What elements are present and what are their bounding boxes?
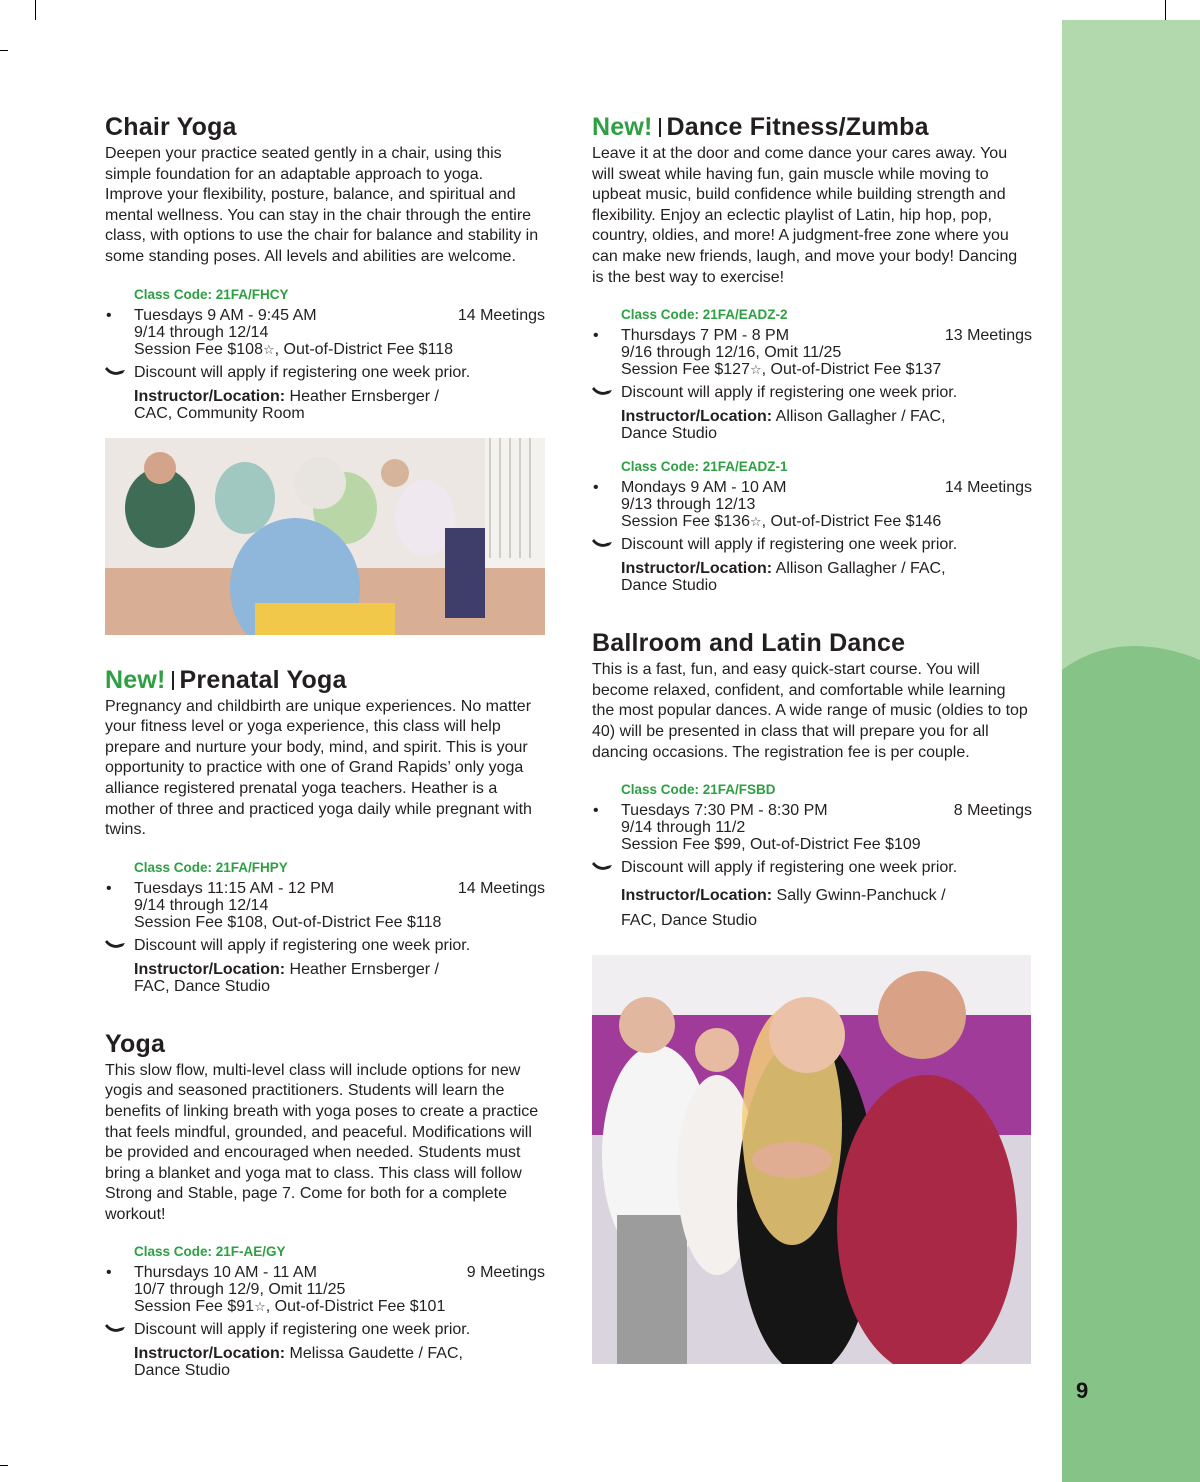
bullet-icon: • xyxy=(106,306,112,324)
location: CAC, Community Room xyxy=(134,404,305,422)
section-title: Ballroom and Latin Dance xyxy=(592,629,906,658)
instructor-location xyxy=(621,408,1032,442)
instructor-location xyxy=(621,560,1032,594)
section-chair-yoga xyxy=(105,112,545,422)
new-badge: New! xyxy=(592,113,653,141)
instructor-label: Instructor/Location: xyxy=(134,960,286,978)
discount-note: Discount will apply if registering one week prior. xyxy=(134,363,471,381)
location: Dance Studio xyxy=(621,577,718,595)
instructor-location xyxy=(621,883,1032,933)
section-title xyxy=(105,665,545,695)
fee-row xyxy=(621,361,1032,378)
class-offering xyxy=(592,781,1032,933)
instructor-name: Heather Ernsberger / xyxy=(285,960,439,978)
discount-note: Discount will apply if registering one week prior. xyxy=(621,859,958,877)
discount-row xyxy=(621,859,1032,876)
crop-mark xyxy=(0,1465,8,1466)
discount-row xyxy=(134,1321,545,1338)
meeting-count: 14 Meetings xyxy=(944,479,1032,497)
session-fee: Session Fee $91 xyxy=(134,1298,255,1316)
section-description: This is a fast, fun, and easy quick-start course. You will become relaxed, confident, and comfortable while learning the most popular dances. A wide range of music (oldies to top 40) will be presented in class that will prepare you for all dancing occasions. The registration fee is per couple. xyxy=(592,661,1028,761)
location: Dance Studio xyxy=(621,425,718,443)
discount-hand-icon xyxy=(104,938,126,952)
section-title-text: Dance Fitness/Zumba xyxy=(666,113,929,141)
page-number: 9 xyxy=(1076,1378,1089,1403)
section-dance-fitness xyxy=(592,112,1032,594)
fee-row: Session Fee $108, Out-of-District Fee $118 xyxy=(134,913,442,931)
section-title: Chair Yoga xyxy=(105,113,237,141)
senior-star-icon: ☆ xyxy=(254,1299,266,1315)
discount-hand-icon xyxy=(591,860,613,874)
instructor-name: Melissa Gaudette / FAC, xyxy=(285,1345,463,1363)
date-range: 9/14 through 12/14 xyxy=(134,323,269,341)
class-code: Class Code: 21FA/FHPY xyxy=(134,859,288,875)
out-of-district-fee: , Out-of-District Fee $101 xyxy=(265,1298,446,1316)
discount-note: Discount will apply if registering one week prior. xyxy=(134,1321,471,1339)
schedule-row xyxy=(593,327,1032,345)
schedule-row xyxy=(593,802,1032,820)
location: FAC, Dance Studio xyxy=(134,977,271,995)
discount-row xyxy=(134,364,545,381)
out-of-district-fee: , Out-of-District Fee $137 xyxy=(761,361,942,379)
location: Dance Studio xyxy=(134,1362,231,1380)
discount-note: Discount will apply if registering one week prior. xyxy=(134,936,471,954)
instructor-name: Heather Ernsberger / xyxy=(285,387,439,405)
class-offering xyxy=(105,1243,545,1379)
schedule-row xyxy=(106,1264,545,1282)
right-column xyxy=(592,112,1032,1364)
instructor-label: Instructor/Location: xyxy=(621,887,773,905)
class-code: Class Code: 21FA/EADZ-2 xyxy=(621,307,788,323)
meeting-count: 14 Meetings xyxy=(457,306,545,324)
instructor-label: Instructor/Location: xyxy=(134,387,286,405)
instructor-label: Instructor/Location: xyxy=(134,1345,286,1363)
instructor-location xyxy=(134,1345,545,1379)
discount-row xyxy=(134,937,545,954)
schedule-row xyxy=(106,879,545,897)
out-of-district-fee: , Out-of-District Fee $118 xyxy=(274,340,454,358)
session-fee: Session Fee $136 xyxy=(621,513,750,531)
instructor-name: Allison Gallagher / FAC, xyxy=(772,560,946,578)
chair-yoga-photo xyxy=(105,438,545,635)
title-divider xyxy=(172,671,174,690)
new-badge: New! xyxy=(105,665,166,694)
discount-note: Discount will apply if registering one week prior. xyxy=(621,384,958,402)
instructor-label: Instructor/Location: xyxy=(621,408,773,426)
senior-star-icon: ☆ xyxy=(749,362,762,378)
class-offering xyxy=(105,286,545,422)
class-offering xyxy=(592,306,1032,442)
discount-hand-icon xyxy=(104,1322,126,1336)
bullet-icon: • xyxy=(593,802,599,820)
instructor-name: Sally Gwinn-Panchuck / xyxy=(772,887,946,905)
fee-row xyxy=(621,513,1032,530)
date-range: 9/14 through 11/2 xyxy=(621,819,746,837)
crop-mark xyxy=(35,0,36,20)
date-range: 9/13 through 12/13 xyxy=(621,496,756,514)
crop-mark xyxy=(0,50,8,51)
discount-note: Discount will apply if registering one week prior. xyxy=(621,536,958,554)
left-column xyxy=(105,112,545,1413)
section-description: Deepen your practice seated gently in a chair, using this simple foundation for an adaptable approach to yoga. Improve your flexibility, posture, balance, and spiritual and mental wellness. You can stay in the chair through the entire class, with options to use the chair for balance and stability in some standing poses. All levels and abilities are welcome. xyxy=(105,145,539,265)
date-range: 9/14 through 12/14 xyxy=(134,896,269,914)
date-range: 10/7 through 12/9, Omit 11/25 xyxy=(134,1281,346,1299)
instructor-location xyxy=(134,961,545,995)
senior-star-icon: ☆ xyxy=(262,341,275,357)
discount-row xyxy=(621,536,1032,553)
section-description: Leave it at the door and come dance your cares away. You will sweat while having fun, gain muscle while moving to upbeat music, build confidence while building strength and flexibility. Enjoy an eclectic playlist of Latin, hip hop, pop, country, oldies, and more! A judgment-free zone where you can make new friends, laugh, and move your body! Dancing is the best way to exercise! xyxy=(592,145,1018,286)
schedule: Mondays 9 AM - 10 AM xyxy=(621,479,787,497)
session-fee: Session Fee $127 xyxy=(621,361,750,379)
section-ballroom xyxy=(592,628,1032,933)
meeting-count: 8 Meetings xyxy=(953,802,1032,820)
discount-hand-icon xyxy=(591,385,613,399)
class-code: Class Code: 21FA/FSBD xyxy=(621,782,776,798)
section-yoga xyxy=(105,1029,545,1380)
title-divider xyxy=(659,118,661,137)
section-title-text: Prenatal Yoga xyxy=(179,665,347,694)
schedule: Thursdays 10 AM - 11 AM xyxy=(134,1264,317,1282)
meeting-count: 13 Meetings xyxy=(944,327,1032,345)
discount-row xyxy=(621,384,1032,401)
section-description: Pregnancy and childbirth are unique experiences. No matter your fitness level or yoga experience, this class will help prepare and nurture your body, mind, and spirit. This is your opportunity to practice with one of Grand Rapids’ only yoga alliance registered prenatal yoga teachers. Heather is a mother of three and practiced yoga daily while pregnant with twins. xyxy=(105,697,532,839)
class-code: Class Code: 21FA/EADZ-1 xyxy=(621,459,788,475)
fee-row: Session Fee $99, Out-of-District Fee $109 xyxy=(621,836,921,854)
fee-row xyxy=(134,341,545,358)
schedule-row xyxy=(106,306,545,324)
section-prenatal-yoga xyxy=(105,665,545,995)
bullet-icon: • xyxy=(593,327,599,345)
section-title xyxy=(592,112,1032,142)
discount-hand-icon xyxy=(104,365,126,379)
bullet-icon: • xyxy=(106,879,112,897)
instructor-label: Instructor/Location: xyxy=(621,560,773,578)
class-offering xyxy=(592,458,1032,594)
fee-row xyxy=(134,1298,545,1315)
schedule: Tuesdays 7:30 PM - 8:30 PM xyxy=(621,802,828,820)
out-of-district-fee: , Out-of-District Fee $146 xyxy=(761,513,942,531)
class-code: Class Code: 21F-AE/GY xyxy=(134,1244,286,1260)
bullet-icon: • xyxy=(106,1264,112,1282)
schedule: Tuesdays 9 AM - 9:45 AM xyxy=(134,306,317,324)
instructor-name: Allison Gallagher / FAC, xyxy=(772,408,946,426)
meeting-count: 9 Meetings xyxy=(466,1264,545,1282)
date-range: 9/16 through 12/16, Omit 11/25 xyxy=(621,344,842,362)
schedule: Tuesdays 11:15 AM - 12 PM xyxy=(134,879,335,897)
schedule-row xyxy=(593,479,1032,497)
senior-star-icon: ☆ xyxy=(749,514,762,530)
location: FAC, Dance Studio xyxy=(621,912,758,930)
section-description: This slow flow, multi-level class will include options for new yogis and seasoned practitioners. Students will learn the benefits of linking breath with yoga poses to create a practice that feels mindful, grounded, and peaceful. Modifications will be provided and encouraged when needed. Students must bring a blanket and yoga mat to class. This class will follow Strong and Stable, page 7. Come for both for a complete workout! xyxy=(105,1061,539,1223)
class-code: Class Code: 21FA/FHCY xyxy=(134,286,289,302)
schedule: Thursdays 7 PM - 8 PM xyxy=(621,327,790,345)
session-fee: Session Fee $108 xyxy=(134,340,263,358)
meeting-count: 14 Meetings xyxy=(457,879,545,897)
section-title: Yoga xyxy=(105,1029,166,1058)
bullet-icon: • xyxy=(593,479,599,497)
discount-hand-icon xyxy=(591,537,613,551)
class-offering xyxy=(105,859,545,995)
ballroom-dance-photo xyxy=(592,955,1032,1364)
sidebar-wave xyxy=(1062,0,1200,1482)
instructor-location xyxy=(134,388,545,422)
